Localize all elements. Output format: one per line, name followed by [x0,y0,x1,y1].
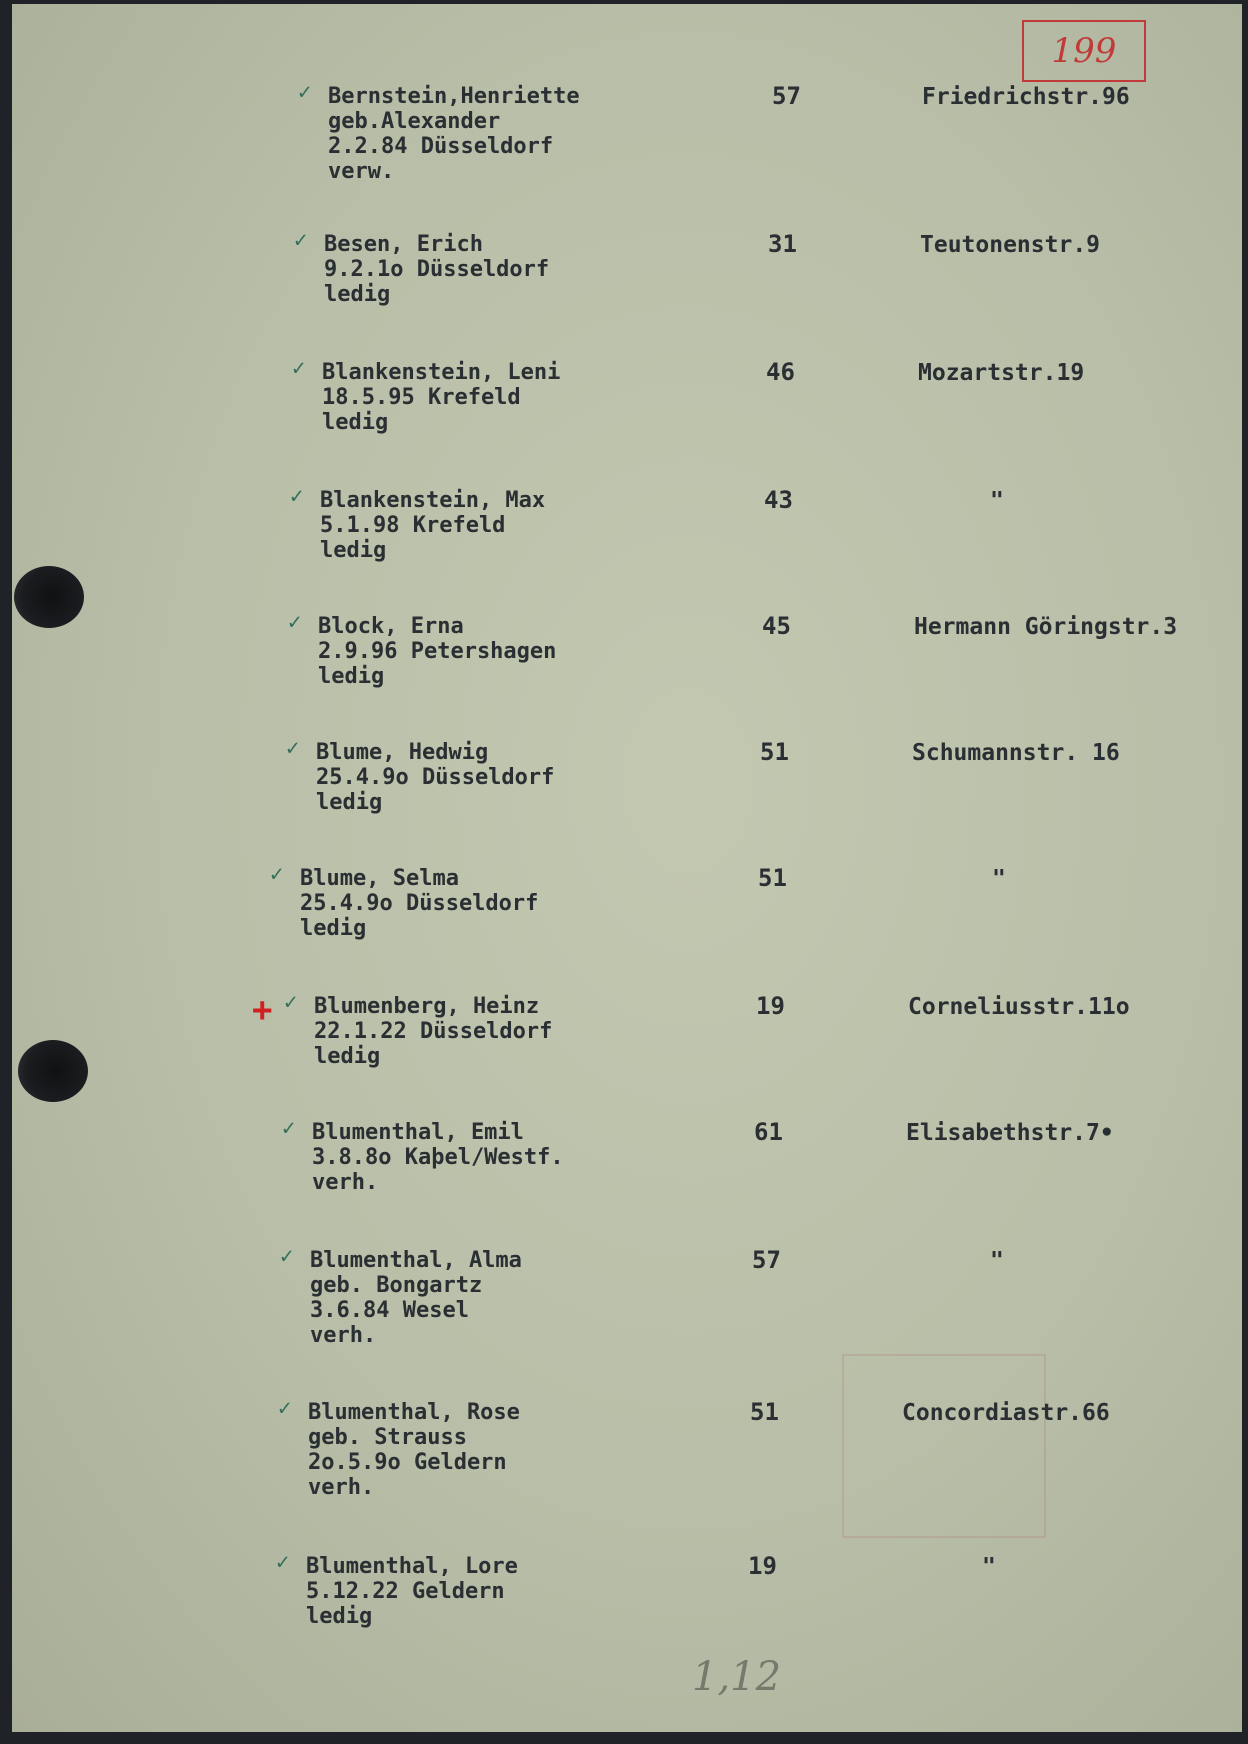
entry-address: Schumannstr. 16 [912,740,1120,766]
check-mark-icon: ✓ [270,862,284,887]
entry-name-block [328,84,580,184]
entry-name: Blankenstein, Max [320,488,546,513]
entry-name-block [300,866,538,941]
entry-address: Mozartstr.19 [918,360,1085,386]
entry-detail-line: ledig [324,282,391,307]
entry-age: 31 [768,230,797,258]
entry-detail-line: 5.1.98 Krefeld [320,513,506,538]
entry-age: 51 [760,738,789,766]
entry-name-block [314,994,552,1069]
check-mark-icon: ✓ [294,228,308,253]
entry-age: 19 [748,1552,777,1580]
entry-detail-line: 5.12.22 Geldern [306,1579,505,1604]
entry-detail-line: 2.2.84 Düsseldorf [328,134,554,159]
entry-name-block [306,1554,518,1629]
entry-detail-line: ledig [322,410,389,435]
watermark [702,34,782,1634]
entry-name-block [316,740,554,815]
faded-stamp [842,1354,1046,1538]
entry-address: " [982,1554,996,1580]
entry-address: Teutonenstr.9 [920,232,1101,258]
page-number: 199 [1051,31,1117,71]
check-mark-icon: ✓ [278,1396,292,1421]
entry-detail-line: ledig [314,1044,381,1069]
entry-name-block [318,614,556,689]
entry-address: " [992,866,1006,892]
document-page [12,4,1242,1732]
punch-hole-top [14,566,84,628]
entry-name: Blumenthal, Alma [310,1248,522,1273]
entry-name: Besen, Erich [324,232,483,257]
entry-age: 57 [752,1246,781,1274]
entry-detail-line: 22.1.22 Düsseldorf [314,1019,553,1044]
entry-address: Corneliusstr.11o [908,994,1130,1020]
entry-name-block [324,232,549,307]
entry-name-block [320,488,545,563]
entry-age: 51 [758,864,787,892]
entry-address: " [990,488,1004,514]
entry-address: Elisabethstr.7• [906,1120,1114,1146]
entry-age: 61 [754,1118,783,1146]
entry-address: Hermann Göringstr.3 [914,614,1178,640]
check-mark-icon: ✓ [284,990,298,1015]
entry-age: 19 [756,992,785,1020]
entry-name: Blume, Selma [300,866,459,891]
entry-address: " [990,1248,1004,1274]
check-mark-icon: ✓ [282,1116,296,1141]
entry-age: 45 [762,612,791,640]
entry-detail-line: verh. [312,1170,379,1195]
page-number-box [1022,20,1146,82]
check-mark-icon: ✓ [292,356,306,381]
check-mark-icon: ✓ [286,736,300,761]
entry-detail-line: ledig [320,538,387,563]
entry-address: Friedrichstr.96 [922,84,1130,110]
entry-name: Bernstein,Henriette [328,84,580,109]
entry-name-block [322,360,560,435]
entry-detail-line: geb.Alexander [328,109,501,134]
check-mark-icon: ✓ [280,1244,294,1269]
red-cross-icon: + [252,990,273,1030]
punch-hole-bottom [18,1040,88,1102]
check-mark-icon: ✓ [288,610,302,635]
entry-name-block [312,1120,564,1195]
check-mark-icon: ✓ [276,1550,290,1575]
check-mark-icon: ✓ [298,80,312,105]
entry-name: Blumenberg, Heinz [314,994,540,1019]
entry-age: 57 [772,82,801,110]
entry-detail-line: 2o.5.9o Geldern [308,1450,507,1475]
entry-detail-line: ledig [300,916,367,941]
entry-detail-line: ledig [318,664,385,689]
entry-detail-line: ledig [316,790,383,815]
entry-detail-line: 9.2.1o Düsseldorf [324,257,550,282]
entry-detail-line: geb. Strauss [308,1425,467,1450]
entry-detail-line: geb. Bongartz [310,1273,483,1298]
entry-name: Blumenthal, Lore [306,1554,518,1579]
entry-name: Blume, Hedwig [316,740,489,765]
check-mark-icon: ✓ [290,484,304,509]
entry-name: Blumenthal, Rose [308,1400,520,1425]
entry-detail-line: ledig [306,1604,373,1629]
entry-name: Block, Erna [318,614,464,639]
entry-detail-line: 3.6.84 Wesel [310,1298,469,1323]
entry-name-block [310,1248,522,1348]
entry-detail-line: verh. [310,1323,377,1348]
entry-detail-line: 25.4.9o Düsseldorf [300,891,539,916]
entry-detail-line: 2.9.96 Petershagen [318,639,557,664]
entry-detail-line: verw. [328,159,395,184]
entry-address: Concordiastr.66 [902,1400,1110,1426]
entry-name: Blumenthal, Emil [312,1120,524,1145]
entry-age: 51 [750,1398,779,1426]
entry-detail-line: 25.4.9o Düsseldorf [316,765,555,790]
entry-detail-line: 18.5.95 Krefeld [322,385,521,410]
entry-name-block [308,1400,520,1500]
entry-detail-line: 3.8.8o Kaþel/Westf. [312,1145,564,1170]
entry-age: 43 [764,486,793,514]
entry-name: Blankenstein, Leni [322,360,561,385]
entry-detail-line: verh. [308,1475,375,1500]
entry-age: 46 [766,358,795,386]
footer-mark: 1,12 [692,1654,782,1700]
